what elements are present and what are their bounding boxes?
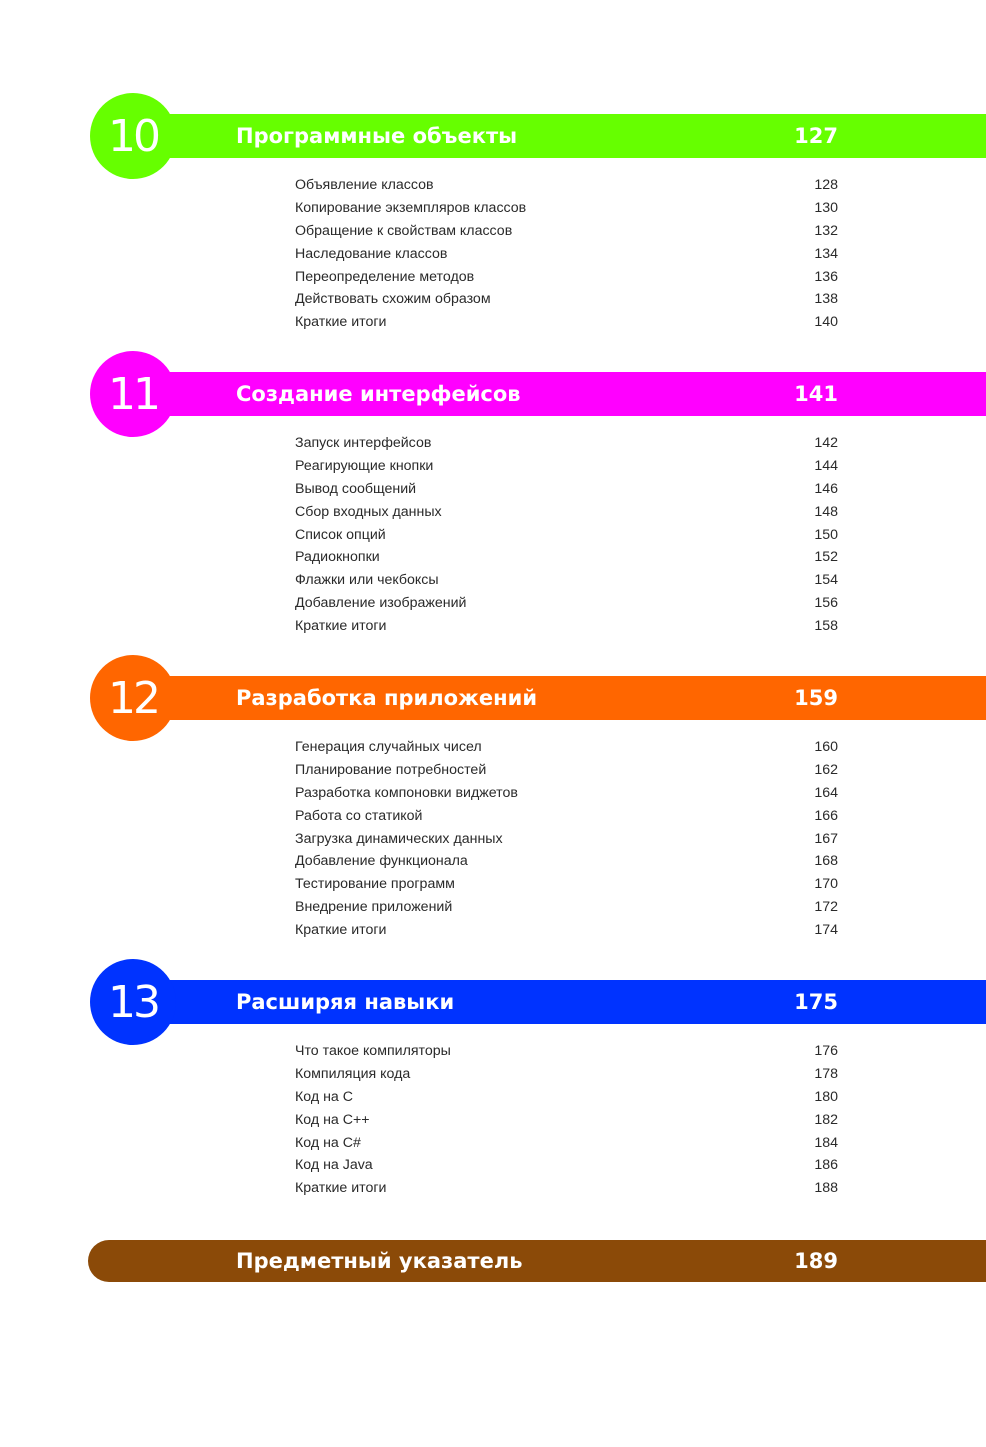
entry-page: 150 — [814, 526, 838, 543]
entry-list — [295, 432, 838, 638]
entry-page: 154 — [814, 572, 838, 589]
toc-entry[interactable] — [295, 220, 838, 243]
entry-label: Краткие итоги — [295, 314, 387, 331]
entry-label: Сбор входных данных — [295, 503, 442, 520]
entry-label: Реагирующие кнопки — [295, 457, 434, 474]
chapter-title[interactable]: Программные объекты — [236, 124, 518, 148]
toc-entry[interactable] — [295, 243, 838, 266]
entry-label: Код на C — [295, 1088, 353, 1105]
entry-label: Код на C# — [295, 1134, 361, 1151]
chapter-number-badge: 10 — [90, 93, 176, 179]
entry-label: Краткие итоги — [295, 618, 387, 635]
toc-entry[interactable] — [295, 501, 838, 524]
entry-page: 167 — [814, 830, 838, 847]
entry-page: 170 — [814, 876, 838, 893]
entry-page: 140 — [814, 314, 838, 331]
entry-label: Список опций — [295, 526, 386, 543]
entry-page: 188 — [814, 1180, 838, 1197]
toc-entry[interactable] — [295, 288, 838, 311]
entry-page: 158 — [814, 618, 838, 635]
toc-entry[interactable] — [295, 266, 838, 289]
toc-entry[interactable] — [295, 782, 838, 805]
entry-page: 160 — [814, 739, 838, 755]
chapter-page: 175 — [794, 990, 838, 1014]
entry-page: 134 — [814, 245, 838, 262]
chapter-page: 159 — [794, 686, 838, 710]
entry-label: Разработка компоновки виджетов — [295, 784, 518, 801]
toc-entry[interactable] — [295, 850, 838, 873]
entry-label: Внедрение приложений — [295, 899, 453, 916]
toc-entry[interactable] — [295, 873, 838, 896]
entry-label: Наследование классов — [295, 245, 448, 262]
entry-label: Работа со статикой — [295, 807, 423, 824]
entry-page: 128 — [814, 177, 838, 193]
toc-entry[interactable] — [295, 455, 838, 478]
entry-label: Добавление функционала — [295, 853, 468, 870]
entry-label: Что такое компиляторы — [295, 1043, 451, 1059]
entry-page: 144 — [814, 457, 838, 474]
toc-entry[interactable] — [295, 1040, 838, 1063]
index-page: 189 — [794, 1249, 838, 1273]
entry-page: 174 — [814, 922, 838, 939]
toc-entry[interactable] — [295, 546, 838, 569]
entry-label: Код на C++ — [295, 1111, 370, 1128]
entry-page: 152 — [814, 549, 838, 566]
entry-page: 132 — [814, 222, 838, 239]
toc-entry[interactable] — [295, 1109, 838, 1132]
entry-label: Копирование экземпляров классов — [295, 199, 527, 216]
entry-label: Действовать схожим образом — [295, 291, 491, 308]
entry-page: 164 — [814, 784, 838, 801]
entry-label: Краткие итоги — [295, 922, 387, 939]
toc-entry[interactable] — [295, 805, 838, 828]
entry-page: 184 — [814, 1134, 838, 1151]
entry-list — [295, 1040, 838, 1200]
entry-page: 130 — [814, 199, 838, 216]
toc-entry[interactable] — [295, 569, 838, 592]
entry-label: Загрузка динамических данных — [295, 830, 503, 847]
toc-entry[interactable] — [295, 311, 838, 334]
entry-page: 162 — [814, 761, 838, 778]
index-banner — [88, 1240, 986, 1282]
entry-page: 178 — [814, 1065, 838, 1082]
entry-page: 166 — [814, 807, 838, 824]
entry-label: Код на Java — [295, 1157, 373, 1174]
entry-label: Объявление классов — [295, 177, 434, 193]
entry-list — [295, 736, 838, 942]
toc-entry[interactable] — [295, 896, 838, 919]
entry-page: 142 — [814, 435, 838, 451]
toc-entry[interactable] — [295, 1132, 838, 1155]
entry-list — [295, 174, 838, 334]
toc-entry[interactable] — [295, 1063, 838, 1086]
toc-entry[interactable] — [295, 736, 838, 759]
entry-page: 176 — [814, 1043, 838, 1059]
entry-label: Запуск интерфейсов — [295, 435, 432, 451]
chapter-title[interactable]: Создание интерфейсов — [236, 382, 521, 406]
chapter-number-badge: 13 — [90, 959, 176, 1045]
entry-page: 168 — [814, 853, 838, 870]
toc-entry[interactable] — [295, 524, 838, 547]
chapter-page: 127 — [794, 124, 838, 148]
entry-label: Вывод сообщений — [295, 480, 417, 497]
entry-label: Добавление изображений — [295, 595, 467, 612]
index-title[interactable]: Предметный указатель — [236, 1249, 523, 1273]
toc-entry[interactable] — [295, 174, 838, 197]
entry-label: Радиокнопки — [295, 549, 380, 566]
entry-page: 148 — [814, 503, 838, 520]
entry-page: 182 — [814, 1111, 838, 1128]
entry-label: Планирование потребностей — [295, 761, 487, 778]
entry-page: 138 — [814, 291, 838, 308]
entry-page: 136 — [814, 268, 838, 285]
entry-label: Компиляция кода — [295, 1065, 411, 1082]
entry-label: Тестирование программ — [295, 876, 455, 893]
entry-label: Краткие итоги — [295, 1180, 387, 1197]
entry-page: 156 — [814, 595, 838, 612]
toc-entry[interactable] — [295, 197, 838, 220]
chapter-number-badge: 12 — [90, 655, 176, 741]
chapter-title[interactable]: Расширяя навыки — [236, 990, 455, 1014]
entry-page: 146 — [814, 480, 838, 497]
toc-entry[interactable] — [295, 1154, 838, 1177]
toc-entry[interactable] — [295, 592, 838, 615]
entry-page: 186 — [814, 1157, 838, 1174]
toc-entry[interactable] — [295, 432, 838, 455]
toc-entry[interactable] — [295, 919, 838, 942]
chapter-page: 141 — [794, 382, 838, 406]
toc-entry[interactable] — [295, 1086, 838, 1109]
chapter-title[interactable]: Разработка приложений — [236, 686, 538, 710]
toc-entry[interactable] — [295, 759, 838, 782]
entry-label: Обращение к свойствам классов — [295, 222, 513, 239]
toc-entry[interactable] — [295, 615, 838, 638]
toc-entry[interactable] — [295, 478, 838, 501]
entry-label: Генерация случайных чисел — [295, 739, 482, 755]
entry-label: Переопределение методов — [295, 268, 475, 285]
toc-entry[interactable] — [295, 828, 838, 851]
chapter-number-badge: 11 — [90, 351, 176, 437]
toc-entry[interactable] — [295, 1177, 838, 1200]
entry-page: 180 — [814, 1088, 838, 1105]
entry-page: 172 — [814, 899, 838, 916]
entry-label: Флажки или чекбоксы — [295, 572, 439, 589]
